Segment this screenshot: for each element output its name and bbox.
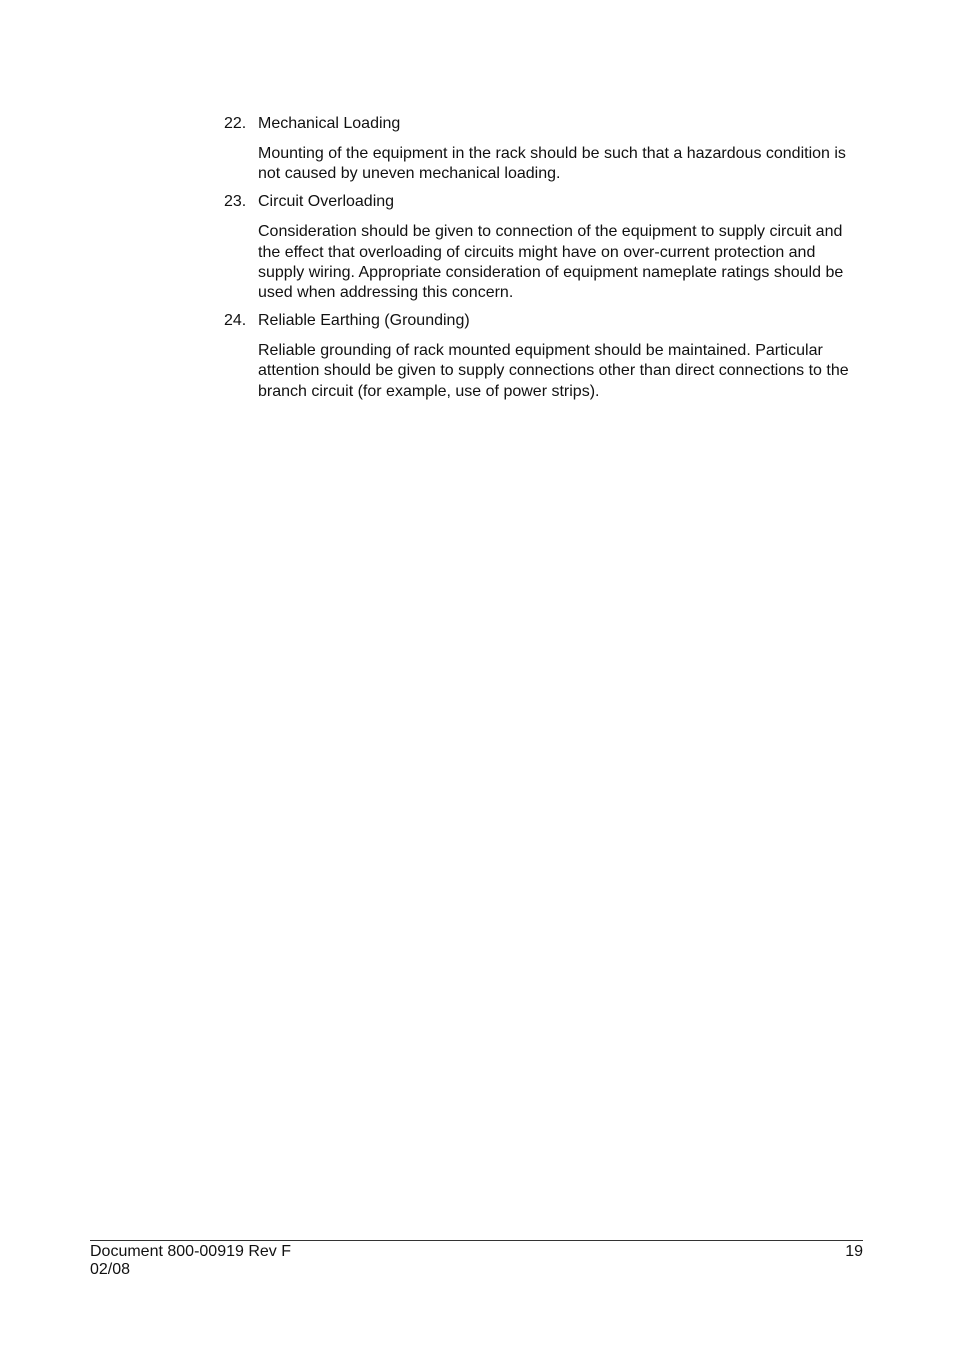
list-item-heading — [224, 114, 864, 134]
list-item-number: 23. — [224, 193, 247, 211]
list-item-number: 22. — [224, 115, 247, 132]
list-item — [224, 114, 864, 184]
page-footer — [90, 1240, 863, 1278]
footer-document-info — [90, 1243, 291, 1279]
list-item-body: Reliable grounding of rack mounted equipment should be maintained. Particular attention should be given to supply connections other than direct connections to the branch circuit (for example, use of power strips). — [258, 342, 849, 400]
list-item-title: Mechanical Loading — [258, 115, 401, 132]
list-item-body: Mounting of the equipment in the rack should be such that a hazardous condition is not caused by uneven mechanical loading. — [258, 145, 846, 183]
list-item — [224, 311, 864, 402]
list-item-title: Reliable Earthing (Grounding) — [258, 312, 470, 330]
page-number: 19 — [845, 1243, 863, 1260]
footer-date: 02/08 — [90, 1261, 131, 1278]
list-item-number: 24. — [224, 312, 247, 330]
list-item-body: Consideration should be given to connection of the equipment to supply circuit and the effect that overloading of circuits might have on over-current protection and supply wiring. Appropriate consideration of equipment nameplate ratings should be used when addressing this concern. — [258, 223, 844, 302]
footer-document-id: Document 800-00919 Rev F — [90, 1243, 291, 1260]
list-item-heading — [224, 192, 864, 212]
numbered-list — [224, 114, 864, 410]
list-item-title: Circuit Overloading — [258, 193, 395, 211]
list-item-heading — [224, 311, 864, 331]
list-item — [224, 192, 864, 303]
